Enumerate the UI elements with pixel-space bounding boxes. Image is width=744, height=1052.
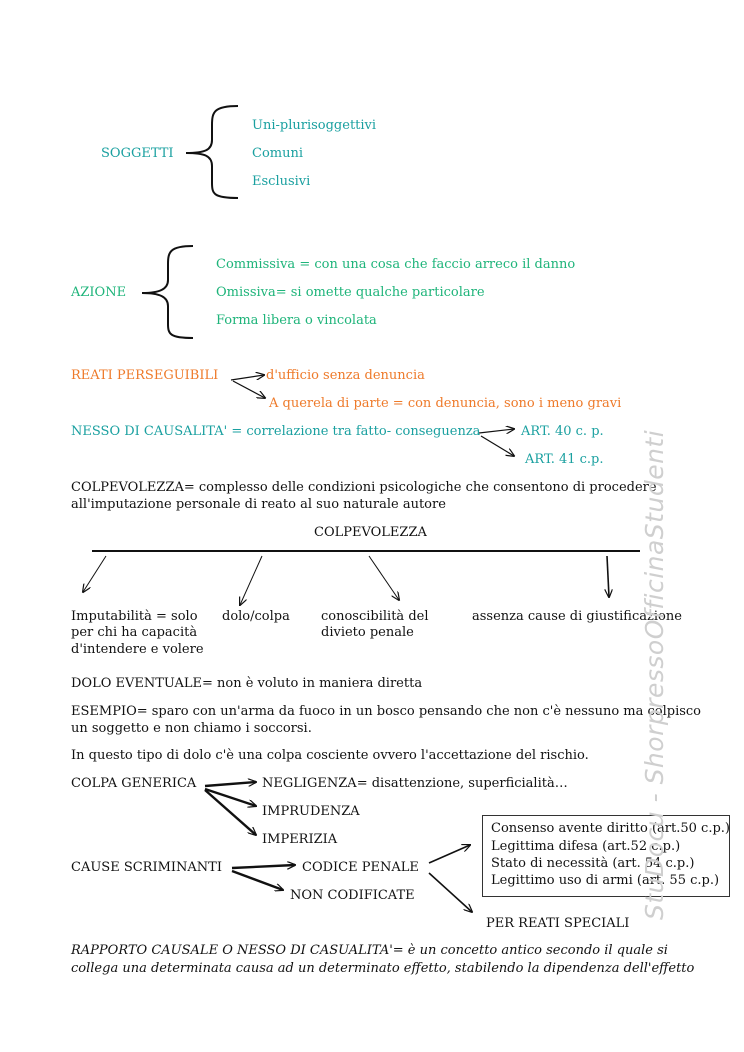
imputabilita-line: per chi ha capacità (71, 625, 198, 640)
soggetti-label: SOGGETTI (101, 146, 174, 161)
soggetti-item: Uni-plurisoggettivi (252, 118, 377, 133)
conoscibilita-line: conoscibilità del (321, 609, 429, 624)
colpa-item: IMPERIZIA (262, 832, 338, 847)
codice-penale-label: CODICE PENALE (302, 860, 419, 875)
colpa-item: IMPRUDENZA (262, 804, 360, 819)
tipo-dolo: In questo tipo di dolo c'è una colpa cosciente ovvero l'accettazione del rischio. (71, 748, 589, 763)
reati-ufficio: d'ufficio senza denuncia (266, 368, 425, 383)
reati-arrow-ufficio (231, 375, 264, 380)
branch-conoscibilita (369, 556, 399, 600)
colpa-item: NEGLIGENZA= disattenzione, superficialità… (262, 776, 568, 791)
azione-label: AZIONE (71, 285, 127, 300)
rapporto-line: collega una determinata causa ad un determinato effetto, stabilendo la dipendenza dell'effetto (71, 961, 695, 976)
nesso-art41: ART. 41 c.p. (525, 452, 604, 467)
imputabilita-line: d'intendere e volere (71, 642, 204, 657)
nesso-arrow-41 (481, 436, 514, 456)
reati-label: REATI PERSEGUIBILI (71, 368, 219, 383)
nesso-arrow-40 (479, 429, 514, 433)
reati-arrow-querela (233, 381, 265, 398)
dolo-colpa-label: dolo/colpa (222, 609, 290, 624)
colpevolezza-title: COLPEVOLEZZA (314, 525, 427, 540)
dolo-eventuale: DOLO EVENTUALE= non è voluto in maniera diretta (71, 676, 423, 691)
nesso-label: NESSO DI CAUSALITA' = correlazione tra fatto- conseguenza (71, 424, 481, 439)
reati-speciali-label: PER REATI SPECIALI (486, 916, 630, 931)
branch-dolo-colpa (240, 556, 262, 605)
watermark: StuDocu - ShorpressoOfficinaStudenti (640, 429, 669, 920)
branch-imputabilita (83, 556, 106, 592)
box-line: Consenso avente diritto (art.50 c.p.) (491, 821, 730, 836)
codice-arrow-box (429, 845, 470, 863)
codice-arrow-speciali (429, 873, 472, 912)
cause-arrow-noncod (232, 871, 283, 890)
branch-assenza (607, 556, 609, 597)
colpa-generica-label: COLPA GENERICA (71, 776, 197, 791)
reati-querela: A querela di parte = con denuncia, sono i meno gravi (269, 396, 622, 411)
colpa-arrow-negligenza (205, 782, 256, 786)
esempio-line: ESEMPIO= sparo con un'arma da fuoco in un bosco pensando che non c'è nessuno ma colpisco (71, 704, 702, 719)
soggetti-brace (186, 106, 238, 198)
soggetti-item: Esclusivi (252, 174, 311, 189)
colpevolezza-def-line: all'imputazione personale di reato al suo naturale autore (71, 497, 446, 512)
box-line: Legittima difesa (art.52 c.p.) (491, 839, 681, 854)
conoscibilita-line: divieto penale (321, 625, 414, 640)
imputabilita-line: Imputabilità = solo (71, 609, 198, 624)
cause-arrow-codice (232, 865, 295, 868)
rapporto-line: RAPPORTO CAUSALE O NESSO DI CASUALITA'= è un concetto antico secondo il quale si (71, 943, 668, 958)
codice-penale-box (482, 815, 730, 897)
cause-scriminanti-label: CAUSE SCRIMINANTI (71, 860, 222, 875)
esempio-line: un soggetto e non chiamo i soccorsi. (71, 721, 312, 736)
azione-item: Forma libera o vincolata (216, 313, 377, 328)
box-line: Legittimo uso di armi (art. 55 c.p.) (491, 873, 720, 888)
nesso-art40: ART. 40 c. p. (521, 424, 604, 439)
non-codificate-label: NON CODIFICATE (290, 888, 415, 903)
box-line: Stato di necessità (art. 54 c.p.) (491, 856, 695, 871)
colpevolezza-def-line: COLPEVOLEZZA= complesso delle condizioni psicologiche che consentono di procedere (71, 480, 657, 495)
assenza-label: assenza cause di giustificazione (472, 609, 682, 624)
azione-brace (142, 246, 193, 338)
soggetti-item: Comuni (252, 146, 304, 161)
azione-item: Commissiva = con una cosa che faccio arreco il danno (216, 257, 576, 272)
azione-item: Omissiva= si omette qualche particolare (216, 285, 485, 300)
